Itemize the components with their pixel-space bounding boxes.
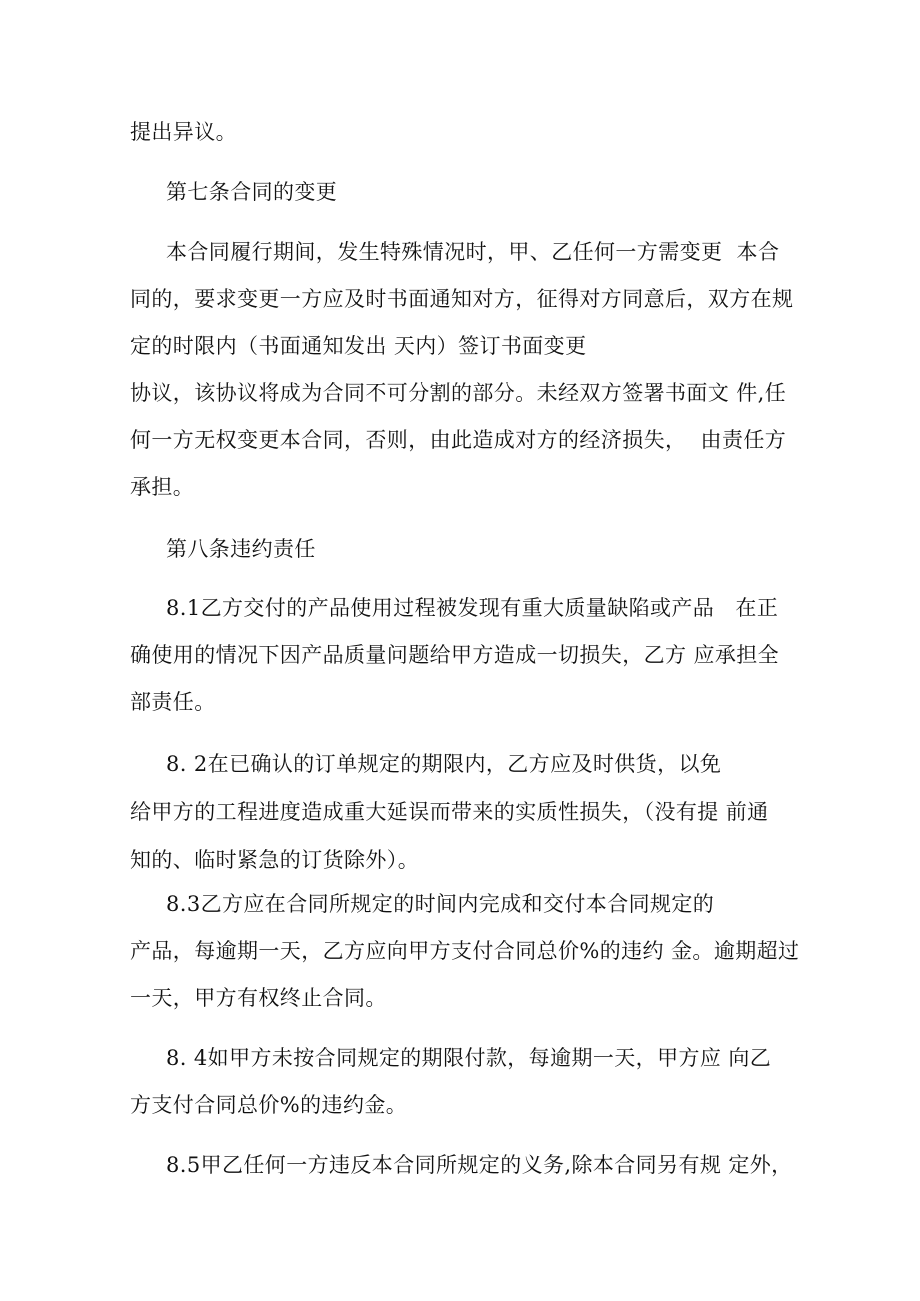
paragraph-line: 本合同履行期间，发生特殊情况时，甲、乙任何一方需变更 本合: [166, 240, 780, 264]
clause-8-2-line: 8. 2在已确认的订单规定的期限内，乙方应及时供货，以免: [166, 752, 722, 776]
clause-8-3-line: 一天，甲方有权终止合同。: [130, 986, 387, 1010]
clause-8-1-line: 确使用的情况下因产品质量问题给甲方造成一切损失，乙方 应承担全: [130, 643, 780, 667]
section-heading-article-7: 第七条合同的变更: [166, 180, 338, 204]
section-heading-article-8: 第八条违约责任: [166, 537, 316, 561]
clause-8-3-line: 8.3乙方应在合同所规定的时间内完成和交付本合同规定的: [166, 892, 715, 916]
clause-8-4-line: 方支付合同总价%的违约金。: [130, 1093, 408, 1117]
clause-8-2-line: 给甲方的工程进度造成重大延误而带来的实质性损失，（没有提 前通: [130, 800, 769, 824]
clause-8-5-line: 8.5甲乙任何一方违反本合同所规定的义务,除本合同另有规 定外，: [166, 1153, 793, 1177]
paragraph-line: 同的，要求变更一方应及时书面通知对方，征得对方同意后，双方在规: [130, 287, 794, 311]
paragraph-line: 定的时限内（书面通知发出 天内）签订书面变更: [130, 334, 587, 358]
clause-8-1-line: 部责任。: [130, 690, 216, 714]
clause-8-1-line: 8.1乙方交付的产品使用过程被发现有重大质量缺陷或产品 在正: [166, 596, 779, 620]
clause-8-2-line: 知的、临时紧急的订货除外）。: [130, 848, 420, 872]
clause-8-4-line: 8. 4如甲方未按合同规定的期限付款，每逾期一天，甲方应 向乙: [166, 1046, 772, 1070]
paragraph-line: 何一方无权变更本合同，否则，由此造成对方的经济损失， 由责任方: [130, 428, 787, 452]
paragraph-line: 承担。: [130, 475, 195, 499]
paragraph-line: 协议，该协议将成为合同不可分割的部分。未经双方签署书面文 件,任: [130, 381, 787, 405]
clause-8-3-line: 产品，每逾期一天，乙方应向甲方支付合同总价%的违约 金。逾期超过: [130, 939, 800, 963]
paragraph-line: 提出异议。: [130, 120, 237, 144]
